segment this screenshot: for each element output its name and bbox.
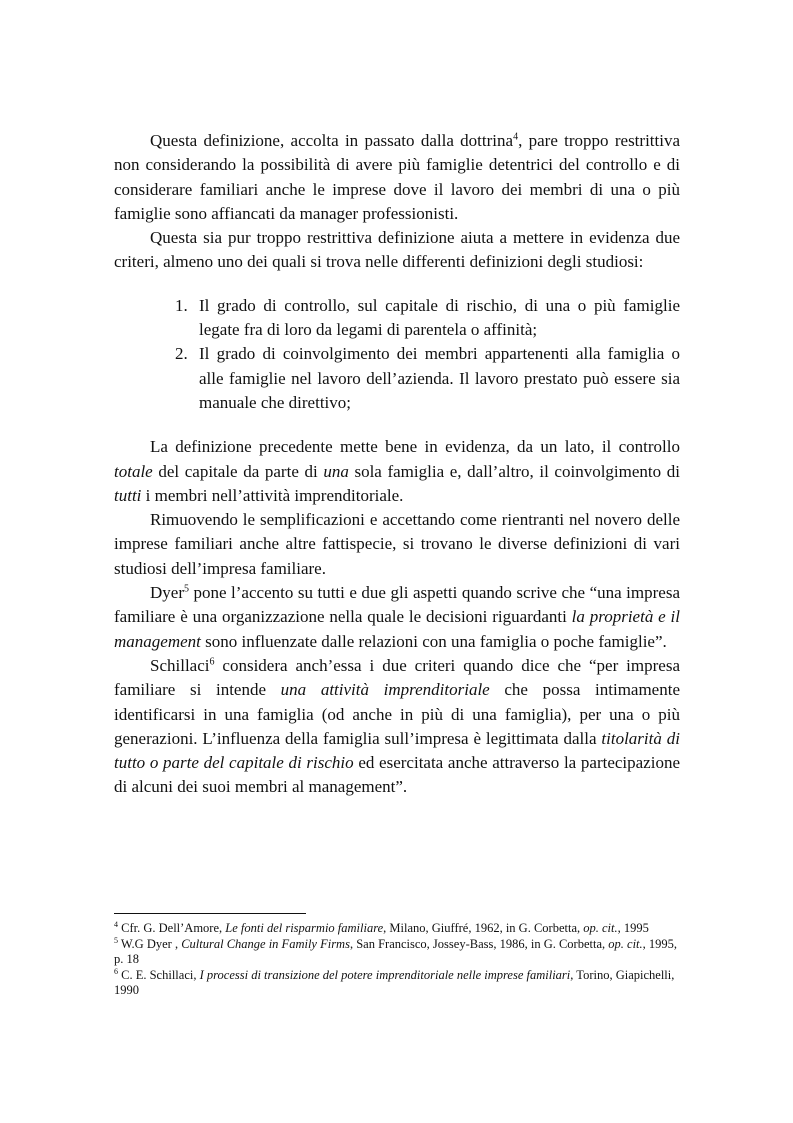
text-span: del capitale da parte di — [152, 461, 324, 481]
text-span: Schillaci — [150, 655, 210, 675]
list-number: 1. — [175, 295, 188, 315]
footnote-6 — [114, 968, 680, 999]
footnote-number: 5 — [114, 935, 118, 945]
italic-span: una — [323, 461, 349, 481]
text-span: C. E. Schillaci, — [118, 967, 200, 982]
italic-span: op. cit. — [583, 921, 618, 935]
text-span: Cfr. G. Dell’Amore, — [118, 921, 226, 935]
text-span: considera anch’essa i due criteri quando dice che “per impresa familiare si intende — [114, 655, 680, 700]
text-span: Dyer — [150, 583, 184, 603]
footnote-number: 4 — [114, 919, 118, 929]
list-item-text: Il grado di controllo, sul capitale di rischio, di una o più famiglie legate fra di loro da legami di parentela o affinità; — [199, 295, 680, 340]
paragraph-6 — [114, 654, 680, 800]
text-span: che possa intimamente identificarsi in una famiglia (od anche in più di una famiglia), per una o più generazioni. L’influenza della famiglia sull’impresa è legittimata dalla — [114, 680, 681, 748]
italic-span: Cultural Change in Family Firms — [181, 936, 350, 951]
list-item — [114, 294, 680, 343]
footnote-ref-6[interactable]: 6 — [209, 656, 215, 668]
footnote-5 — [114, 937, 680, 968]
text-span: sola famiglia e, dall’altro, il coinvolgimento di — [348, 461, 680, 481]
paragraph-1 — [114, 129, 680, 226]
list-item — [114, 342, 680, 415]
footnote-separator — [114, 913, 306, 914]
criteria-list — [114, 294, 680, 415]
text-span: pone l’accento su tutti e due gli aspetti quando scrive che “una impresa familiare è una organizzazione nella quale le decisioni riguardanti — [114, 583, 680, 627]
footnote-4 — [114, 921, 680, 937]
footnote-ref-5[interactable]: 5 — [183, 583, 189, 595]
text-span: , 1995, p. 18 — [114, 936, 678, 966]
italic-span: la proprietà e il management — [114, 607, 681, 651]
list-number: 2. — [175, 344, 188, 364]
footnote-ref-4[interactable]: 4 — [513, 131, 519, 143]
text-span: , Milano, Giuffré, 1962, in G. Corbetta, — [383, 921, 584, 935]
italic-span: titolarità di tutto o parte del capitale di rischio — [114, 728, 680, 773]
paragraph-5 — [114, 581, 680, 654]
text-span: sono influenzate dalle relazioni con una famiglia o poche famiglie”. — [200, 631, 667, 651]
italic-span: totale — [114, 461, 153, 481]
text-span: , Torino, Giapichelli, 1990 — [114, 967, 675, 997]
italic-span: tutti — [114, 485, 142, 505]
footnote-number: 6 — [114, 966, 118, 976]
text-span: Questa definizione, accolta in passato dalla dottrina — [150, 131, 514, 150]
paragraph-3 — [114, 435, 680, 508]
paragraph-4: Rimuovendo le semplificazioni e accettando come rientranti nel novero delle imprese familiari anche altre fattispecie, si trovano le diverse definizioni di vari studiosi dell’impresa familiare. — [114, 510, 680, 578]
text-span: , pare troppo restrittiva non considerando la possibilità di avere più famiglie detentrici del controllo e di considerare familiari anche le imprese dove il lavoro dei membri di una o più famiglie sono affiancati da manager professionisti. — [114, 131, 681, 223]
italic-span: op. cit. — [608, 936, 643, 951]
text-span: , 1995 — [617, 921, 649, 935]
italic-span: una attività imprenditoriale — [280, 680, 490, 700]
list-item-text: Il grado di coinvolgimento dei membri appartenenti alla famiglia o alle famiglie nel lavoro dell’azienda. Il lavoro prestato può essere sia manuale che direttivo; — [199, 344, 680, 412]
italic-span: Le fonti del risparmio familiare — [225, 921, 384, 935]
text-span: i membri nell’attività imprenditoriale. — [141, 485, 404, 505]
text-span: La definizione precedente mette bene in evidenza, da un lato, il controllo — [150, 437, 680, 457]
body-text — [114, 129, 680, 800]
paragraph-2: Questa sia pur troppo restrittiva definizione aiuta a mettere in evidenza due criteri, almeno uno dei quali si trova nelle differenti definizioni degli studiosi: — [114, 228, 680, 272]
text-span: W.G Dyer , — [118, 936, 182, 951]
footnotes — [114, 921, 680, 999]
text-span: , San Francisco, Jossey-Bass, 1986, in G. Corbetta, — [349, 936, 609, 951]
text-span: ed esercitata anche attraverso la partecipazione di alcuni dei suoi membri al management”. — [114, 753, 680, 797]
italic-span: I processi di transizione del potere imprenditoriale nelle imprese familiari — [199, 967, 571, 982]
